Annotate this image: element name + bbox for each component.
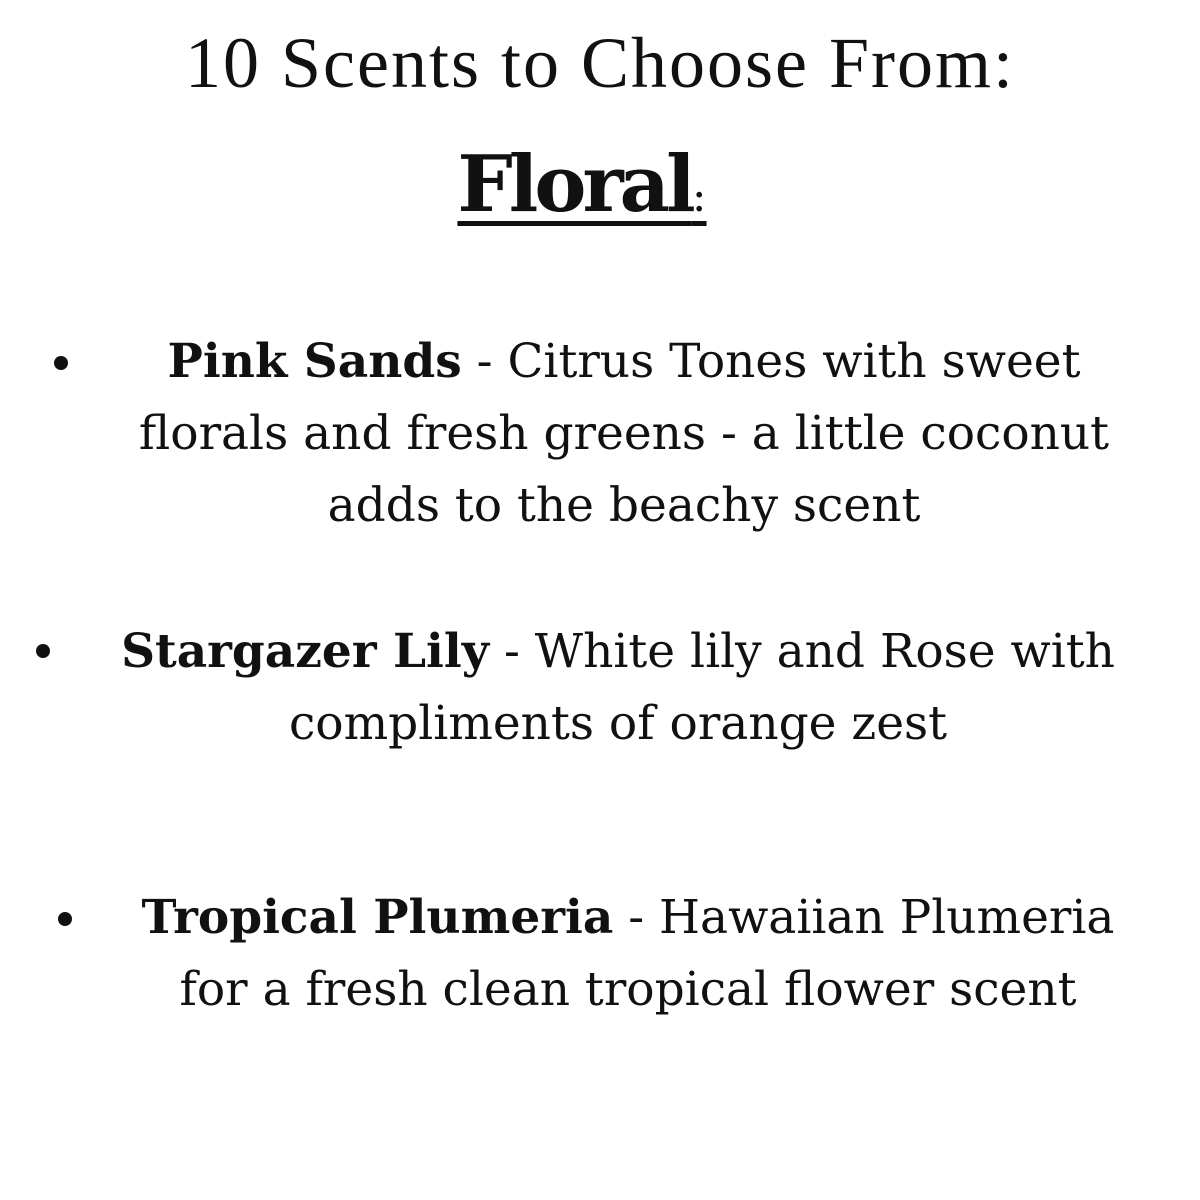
scent-name: Stargazer Lily (121, 624, 490, 679)
scent-description: - Citrus Tones with sweet florals and fresh greens - a little coconut adds to the beachy scent (138, 334, 1110, 533)
section-heading (0, 139, 1200, 230)
page-title: 10 Scents to Choose From: (184, 23, 1015, 103)
bullet-icon (54, 356, 68, 370)
section-heading-colon: : (691, 171, 707, 222)
section-heading-underlined (457, 139, 707, 230)
list-item (108, 882, 1148, 1026)
bullet-icon (36, 644, 50, 658)
scent-name: Tropical Plumeria (141, 890, 614, 945)
scent-name: Pink Sands (167, 334, 462, 389)
list-item (108, 326, 1140, 542)
bullet-icon (58, 912, 72, 926)
list-item (96, 616, 1140, 760)
section-heading-label: Floral (457, 139, 692, 230)
scent-description: - White lily and Rose with compliments of orange zest (288, 624, 1115, 751)
scent-description: - Hawaiian Plumeria for a fresh clean tropical flower scent (179, 890, 1115, 1017)
